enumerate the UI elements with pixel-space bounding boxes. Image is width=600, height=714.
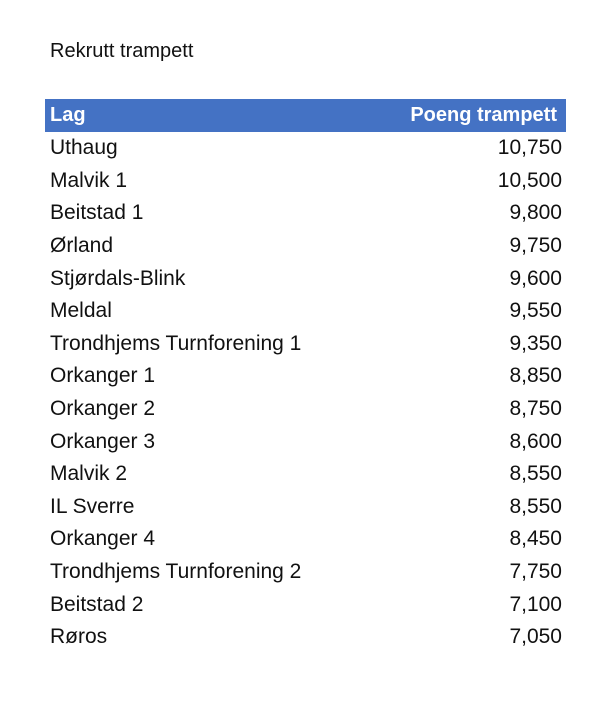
team-name: Trondhjems Turnforening 2	[50, 560, 302, 584]
team-name: Ørland	[50, 234, 114, 258]
team-name: Malvik 1	[50, 168, 128, 192]
header-score: Poeng trampett	[410, 104, 557, 126]
team-name: Orkanger 4	[50, 527, 156, 551]
team-score: 8,550	[509, 494, 562, 518]
team-name: Meldal	[50, 299, 112, 323]
team-name: Orkanger 3	[50, 429, 156, 453]
table-row	[45, 165, 566, 198]
table-header	[45, 99, 566, 132]
team-name: IL Sverre	[50, 494, 135, 518]
team-score: 8,450	[509, 527, 562, 551]
team-score: 7,050	[509, 625, 562, 649]
team-name: Trondhjems Turnforening 1	[50, 331, 302, 355]
table-row	[45, 197, 566, 230]
team-score: 8,850	[509, 364, 562, 388]
table-row	[45, 556, 566, 589]
table-row	[45, 230, 566, 263]
table-row	[45, 425, 566, 458]
team-score: 10,750	[497, 136, 562, 160]
team-score: 10,500	[497, 168, 562, 192]
table-row	[45, 393, 566, 426]
team-score: 9,750	[509, 234, 562, 258]
team-score: 7,100	[509, 592, 562, 616]
team-name: Beitstad 1	[50, 201, 144, 225]
table-row	[45, 295, 566, 328]
table-row	[45, 458, 566, 491]
team-score: 9,350	[509, 331, 562, 355]
table-row	[45, 523, 566, 556]
team-score: 8,600	[509, 429, 562, 453]
team-name: Stjørdals-Blink	[50, 266, 186, 290]
team-name: Beitstad 2	[50, 592, 144, 616]
page-title: Rekrutt trampett	[50, 40, 194, 62]
team-name: Orkanger 2	[50, 397, 156, 421]
team-score: 8,550	[509, 462, 562, 486]
team-name: Orkanger 1	[50, 364, 156, 388]
table-row	[45, 491, 566, 524]
table-row	[45, 588, 566, 621]
team-score: 9,800	[509, 201, 562, 225]
team-name: Uthaug	[50, 136, 118, 160]
team-score: 9,550	[509, 299, 562, 323]
team-score: 7,750	[509, 560, 562, 584]
header-team: Lag	[50, 104, 86, 126]
team-score: 8,750	[509, 397, 562, 421]
table-row	[45, 328, 566, 361]
results-table	[45, 99, 566, 654]
table-row	[45, 360, 566, 393]
table-row	[45, 132, 566, 165]
table-row	[45, 621, 566, 654]
table-row	[45, 262, 566, 295]
team-score: 9,600	[509, 266, 562, 290]
team-name: Røros	[50, 625, 108, 649]
table-body	[45, 132, 566, 654]
team-name: Malvik 2	[50, 462, 128, 486]
